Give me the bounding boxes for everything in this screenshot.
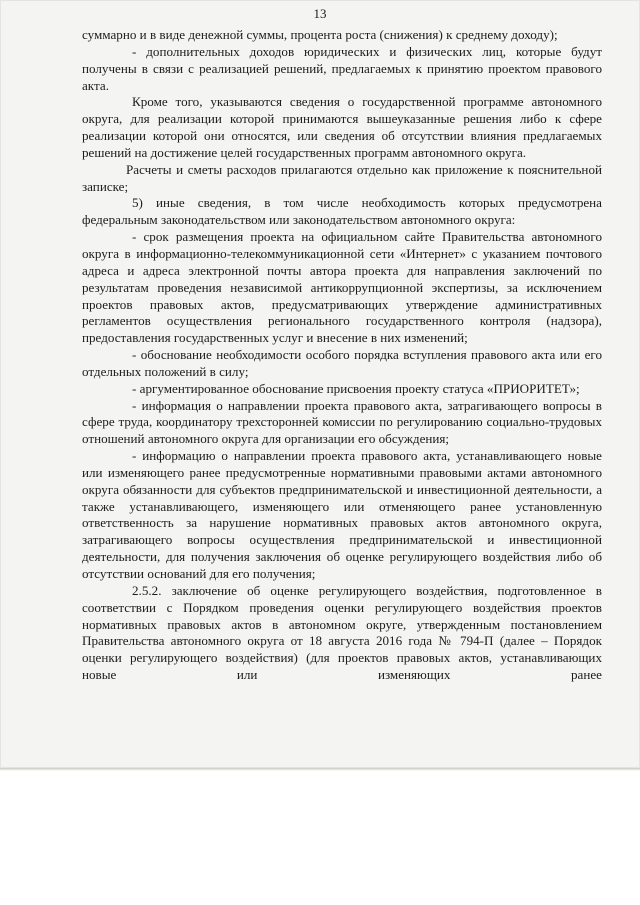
paragraph-3: Кроме того, указываются сведения о государственной программе автономного округа, для реализации которой принимаются вышеуказанные решения либо к сфере реализации которой они относятся, или сведения об отсутствии влияния предлагаемых решений на достижение целей государственных программ автономного округа. bbox=[82, 94, 602, 160]
paragraph-9: - информация о направлении проекта правового акта, затрагивающего вопросы в сфере труда, координатору трехсторонней комиссии по регулированию социально-трудовых отношений автономного округа для организации его обсуждения; bbox=[82, 397, 602, 447]
paragraph-1: суммарно и в виде денежной суммы, процента роста (снижения) к среднему доходу); bbox=[82, 27, 558, 42]
paragraph-2: - дополнительных доходов юридических и физических лиц, которые будут получены в связи с реализацией решений, предлагаемых к принятию проектом правового акта. bbox=[82, 43, 602, 93]
paragraph-5: 5) иные сведения, в том числе необходимость которых предусмотрена федеральным законодательством или законодательством автономного округа: bbox=[82, 195, 602, 228]
paragraph-10: - информацию о направлении проекта правового акта, устанавливающего новые или изменяющего ранее предусмотренные нормативными правовыми актами автономного округа обязанности для субъектов предпринимательской и инвестиционной деятельности, а также устанавливающего, изменяющего или отменяющего ранее установленную ответственность за нарушение нормативных правовых актов автономного округа, затрагивающего вопросы осуществления предпринимательской и инвестиционной деятельности, для получения заключения об оценке регулирующего воздействия либо об отсутствии оснований для его получения; bbox=[82, 448, 602, 581]
body-text bbox=[82, 27, 602, 684]
paragraph-8: - аргументированное обоснование присвоения проекту статуса «ПРИОРИТЕТ»; bbox=[132, 380, 580, 396]
scan-edge bbox=[0, 768, 640, 771]
paragraph-11: 2.5.2. заключение об оценке регулирующего воздействия, подготовленное в соответствии с Порядком проведения оценки регулирующего воздействия проектов нормативных правовых актов в автономном округе, утвержденным постановлением Правительства автономного округа от 18 августа 2016 года № 794-П (далее – Порядок оценки регулирующего воздействия) (для проектов правовых актов, устанавливающих новые или изменяющих ранее bbox=[82, 582, 602, 683]
paragraph-7: - обоснование необходимости особого порядка вступления правового акта или его отдельных положений в силу; bbox=[82, 347, 602, 379]
paragraph-4: Расчеты и сметы расходов прилагаются отдельно как приложение к пояснительной записке; bbox=[82, 161, 602, 194]
paragraph-6: - срок размещения проекта на официальном сайте Правительства автономного округа в информационно-телекоммуникационной сети «Интернет» с указанием почтового адреса и адреса электронной почты автора проекта для направления заключений по результатам проведения независимой антикоррупционной экспертизы, за исключением проектов правовых актов, предусматривающих утверждение административных регламентов осуществления регионального государственного контроля (надзора), предоставления государственных услуг и внесение в них изменений; bbox=[82, 229, 602, 346]
page-number: 13 bbox=[313, 6, 327, 21]
